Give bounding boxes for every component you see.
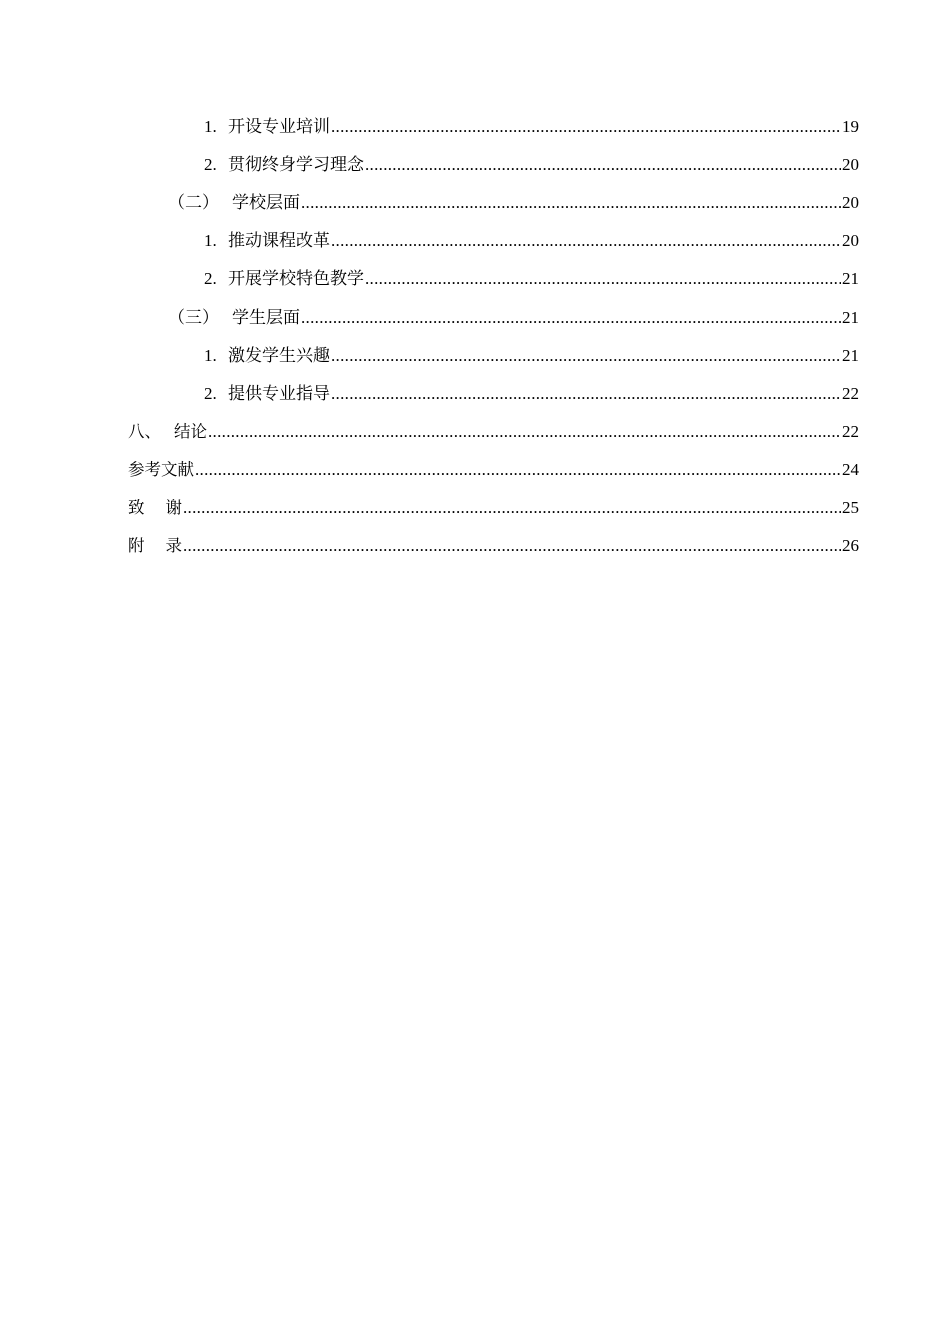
toc-entry-page: 21 [842,269,859,288]
dot-leader [365,153,841,177]
toc-entry-page: 20 [842,193,859,212]
dot-leader [301,191,841,215]
dot-leader [331,344,841,368]
dot-leader [208,420,841,444]
toc-entry-title: 贯彻终身学习理念 [228,155,364,174]
toc-entry-page: 22 [842,422,859,441]
toc-entry-page: 20 [842,155,859,174]
toc-entry[interactable] [128,496,859,520]
toc-entry-number: 2. [204,155,217,174]
dot-leader [331,115,841,139]
toc-entry-page: 24 [842,460,859,479]
dot-leader [331,382,841,406]
toc-entry-title: 致 谢 [128,498,182,517]
toc-entry-page: 21 [842,308,859,327]
toc-entry-title: 学生层面 [232,308,300,327]
toc-entry-title: 开展学校特色教学 [228,269,364,288]
toc-entry-number: （二） [168,193,219,212]
toc-entry[interactable] [204,344,859,368]
toc-entry-number: 八、 [128,422,161,441]
toc-entry-number: 2. [204,384,217,403]
toc-entry-title: 参考文献 [128,460,194,479]
dot-leader [331,229,841,253]
toc-entry[interactable] [128,458,859,482]
toc-entry[interactable] [168,191,859,215]
toc-entry-page: 22 [842,384,859,403]
toc-entry[interactable] [128,420,859,444]
toc-entry[interactable] [204,153,859,177]
toc-entry-page: 20 [842,231,859,250]
toc-entry-number: 2. [204,269,217,288]
dot-leader [301,306,841,330]
toc-entry-page: 19 [842,117,859,136]
dot-leader [365,267,841,291]
toc-entry[interactable] [168,306,859,330]
toc-entry-page: 25 [842,498,859,517]
toc-entry-number: （三） [168,308,219,327]
toc-entry-title: 附 录 [128,536,182,555]
toc-entry-title: 激发学生兴趣 [228,346,330,365]
dot-leader [195,458,841,482]
dot-leader [183,496,841,520]
toc-entry[interactable] [204,229,859,253]
toc-entry-title: 学校层面 [232,193,300,212]
dot-leader [183,534,841,558]
toc-entry-title: 开设专业培训 [228,117,330,136]
toc-entry[interactable] [128,534,859,558]
toc-entry-number: 1. [204,346,217,365]
toc-entry-title: 结论 [174,422,207,441]
toc-entry[interactable] [204,382,859,406]
toc-entry[interactable] [204,115,859,139]
toc-entry-page: 26 [842,536,859,555]
toc-entry-title: 提供专业指导 [228,384,330,403]
toc-entry-page: 21 [842,346,859,365]
toc-entry-number: 1. [204,231,217,250]
toc-entry-title: 推动课程改革 [228,231,330,250]
toc-entry[interactable] [204,267,859,291]
toc-entry-number: 1. [204,117,217,136]
